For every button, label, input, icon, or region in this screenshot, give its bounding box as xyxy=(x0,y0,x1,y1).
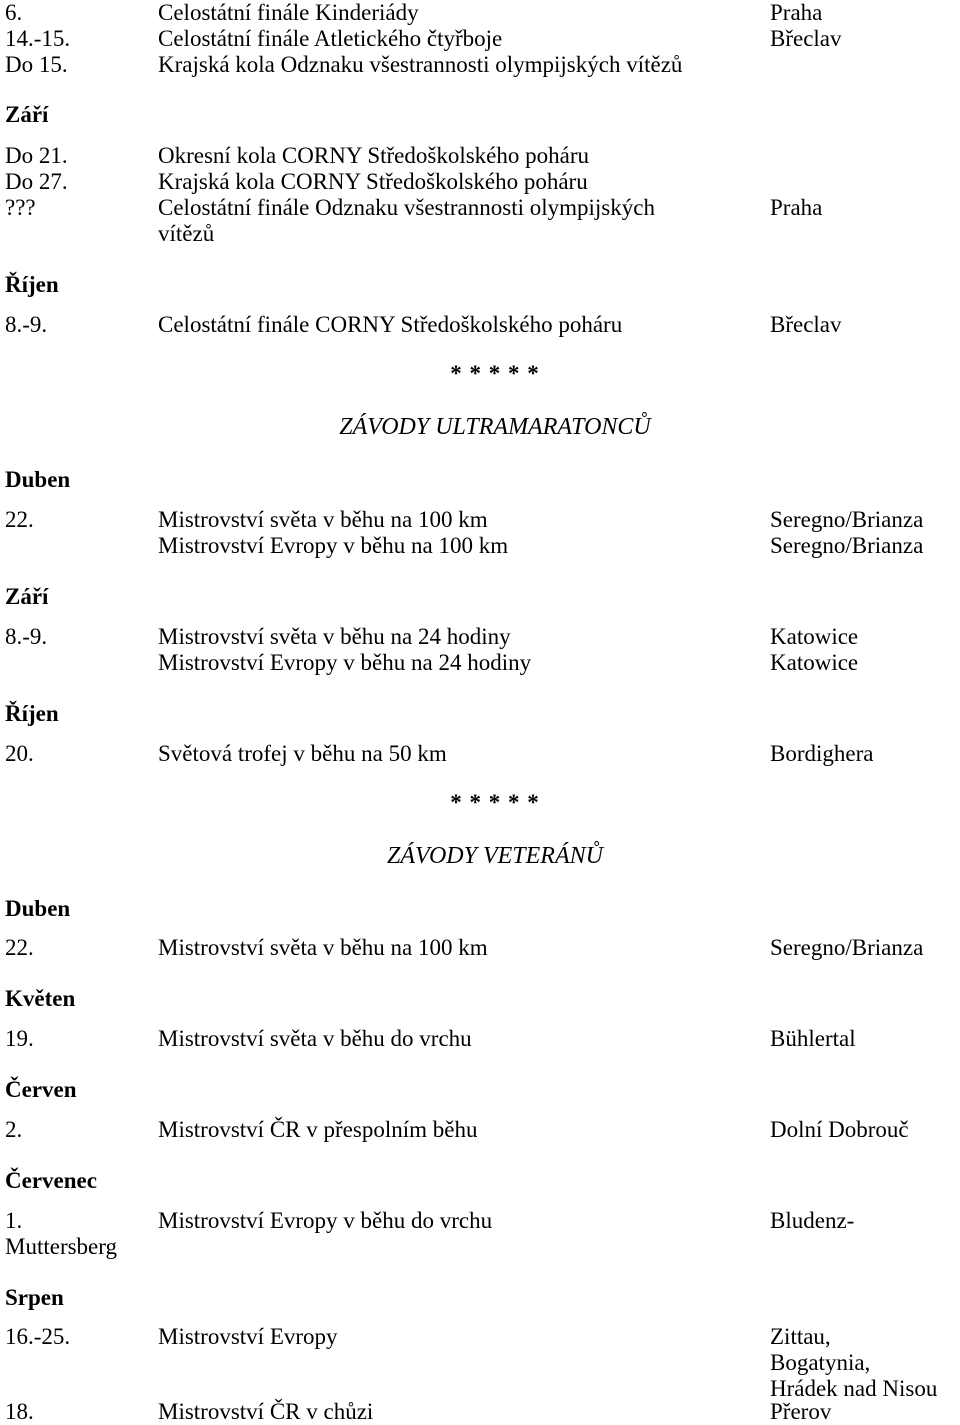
event-row xyxy=(0,1026,960,1052)
event-name-continuation: vítězů xyxy=(158,221,215,246)
event-name: Celostátní finále Atletického čtyřboje xyxy=(158,26,503,51)
event-date: 22. xyxy=(5,507,34,532)
section-title-ultramaratonci: ZÁVODY ULTRAMARATONCŮ xyxy=(339,414,651,440)
month-heading-kveten: Květen xyxy=(5,986,76,1011)
event-date: 2. xyxy=(5,1117,23,1142)
event-row xyxy=(0,1324,960,1350)
event-row-continuation xyxy=(0,1234,960,1260)
event-place: Katowice xyxy=(770,624,859,649)
event-place: Praha xyxy=(770,195,823,220)
event-name: Mistrovství světa v běhu na 100 km xyxy=(158,507,488,532)
event-date: 16.-25. xyxy=(5,1324,71,1349)
month-heading-zari: Září xyxy=(5,584,49,609)
month-heading-srpen: Srpen xyxy=(5,1285,64,1310)
event-name: Mistrovství ČR v přespolním běhu xyxy=(158,1117,478,1142)
event-place: Bühlertal xyxy=(770,1026,856,1051)
event-place-continuation: Hrádek nad Nisou xyxy=(770,1376,938,1401)
event-name: Mistrovství Evropy v běhu na 100 km xyxy=(158,533,509,558)
event-row xyxy=(0,624,960,650)
month-heading-duben: Duben xyxy=(5,467,71,492)
event-date: 8.-9. xyxy=(5,624,48,649)
event-row xyxy=(0,935,960,961)
event-row xyxy=(0,143,960,169)
event-row xyxy=(0,1399,960,1425)
event-row-continuation xyxy=(0,1350,960,1376)
month-heading-cerven: Červen xyxy=(5,1077,77,1102)
event-name: Mistrovství světa v běhu na 100 km xyxy=(158,935,488,960)
event-place: Bludenz- xyxy=(770,1208,855,1233)
event-row xyxy=(0,741,960,767)
month-heading-zari: Září xyxy=(5,102,49,127)
section-separator: * * * * * xyxy=(450,790,540,815)
event-name: Celostátní finále Odznaku všestrannosti olympijských xyxy=(158,195,655,220)
event-name: Mistrovství Evropy v běhu na 24 hodiny xyxy=(158,650,532,675)
event-date: 22. xyxy=(5,935,34,960)
event-name: Světová trofej v běhu na 50 km xyxy=(158,741,447,766)
event-place: Praha xyxy=(770,0,823,25)
event-row xyxy=(0,26,960,52)
event-place: Seregno/Brianza xyxy=(770,533,924,558)
month-heading-cervenec: Červenec xyxy=(5,1168,97,1193)
event-row xyxy=(0,650,960,676)
event-name: Okresní kola CORNY Středoškolského poháru xyxy=(158,143,589,168)
event-place: Dolní Dobrouč xyxy=(770,1117,909,1142)
event-name: Mistrovství světa v běhu do vrchu xyxy=(158,1026,472,1051)
month-heading-rijen: Říjen xyxy=(5,272,59,297)
event-row xyxy=(0,169,960,195)
event-row xyxy=(0,1208,960,1234)
event-name: Mistrovství Evropy xyxy=(158,1324,338,1349)
event-row-continuation xyxy=(0,221,960,247)
event-row xyxy=(0,1117,960,1143)
event-name: Celostátní finále CORNY Středoškolského poháru xyxy=(158,312,623,337)
event-name: Krajská kola CORNY Středoškolského poháru xyxy=(158,169,588,194)
event-date: 1. xyxy=(5,1208,23,1233)
event-name: Mistrovství Evropy v běhu do vrchu xyxy=(158,1208,493,1233)
event-row xyxy=(0,0,960,26)
event-date: 19. xyxy=(5,1026,34,1051)
event-date: Do 27. xyxy=(5,169,68,194)
event-date: 8.-9. xyxy=(5,312,48,337)
event-date: 6. xyxy=(5,0,23,25)
event-place: Břeclav xyxy=(770,312,842,337)
event-name: Mistrovství světa v běhu na 24 hodiny xyxy=(158,624,511,649)
event-name: Mistrovství ČR v chůzi xyxy=(158,1399,374,1424)
event-date: ??? xyxy=(5,195,36,220)
event-place-continuation: Muttersberg xyxy=(5,1234,118,1259)
event-name: Krajská kola Odznaku všestrannosti olympijských vítězů xyxy=(158,52,683,77)
event-row xyxy=(0,195,960,221)
event-date: 18. xyxy=(5,1399,34,1424)
event-place-continuation: Bogatynia, xyxy=(770,1350,871,1375)
event-place: Seregno/Brianza xyxy=(770,507,924,532)
event-row xyxy=(0,507,960,533)
event-date: 20. xyxy=(5,741,34,766)
event-place: Katowice xyxy=(770,650,859,675)
month-heading-duben: Duben xyxy=(5,896,71,921)
event-date: Do 15. xyxy=(5,52,68,77)
event-date: Do 21. xyxy=(5,143,68,168)
event-place: Zittau, xyxy=(770,1324,831,1349)
event-place: Přerov xyxy=(770,1399,832,1424)
section-title-veterani: ZÁVODY VETERÁNŮ xyxy=(387,843,603,869)
event-row xyxy=(0,52,960,78)
month-heading-rijen: Říjen xyxy=(5,701,59,726)
event-row xyxy=(0,533,960,559)
event-date: 14.-15. xyxy=(5,26,71,51)
event-name: Celostátní finále Kinderiády xyxy=(158,0,419,25)
section-separator: * * * * * xyxy=(450,361,540,386)
event-row xyxy=(0,312,960,338)
event-place: Bordighera xyxy=(770,741,874,766)
event-place: Seregno/Brianza xyxy=(770,935,924,960)
event-place: Břeclav xyxy=(770,26,842,51)
